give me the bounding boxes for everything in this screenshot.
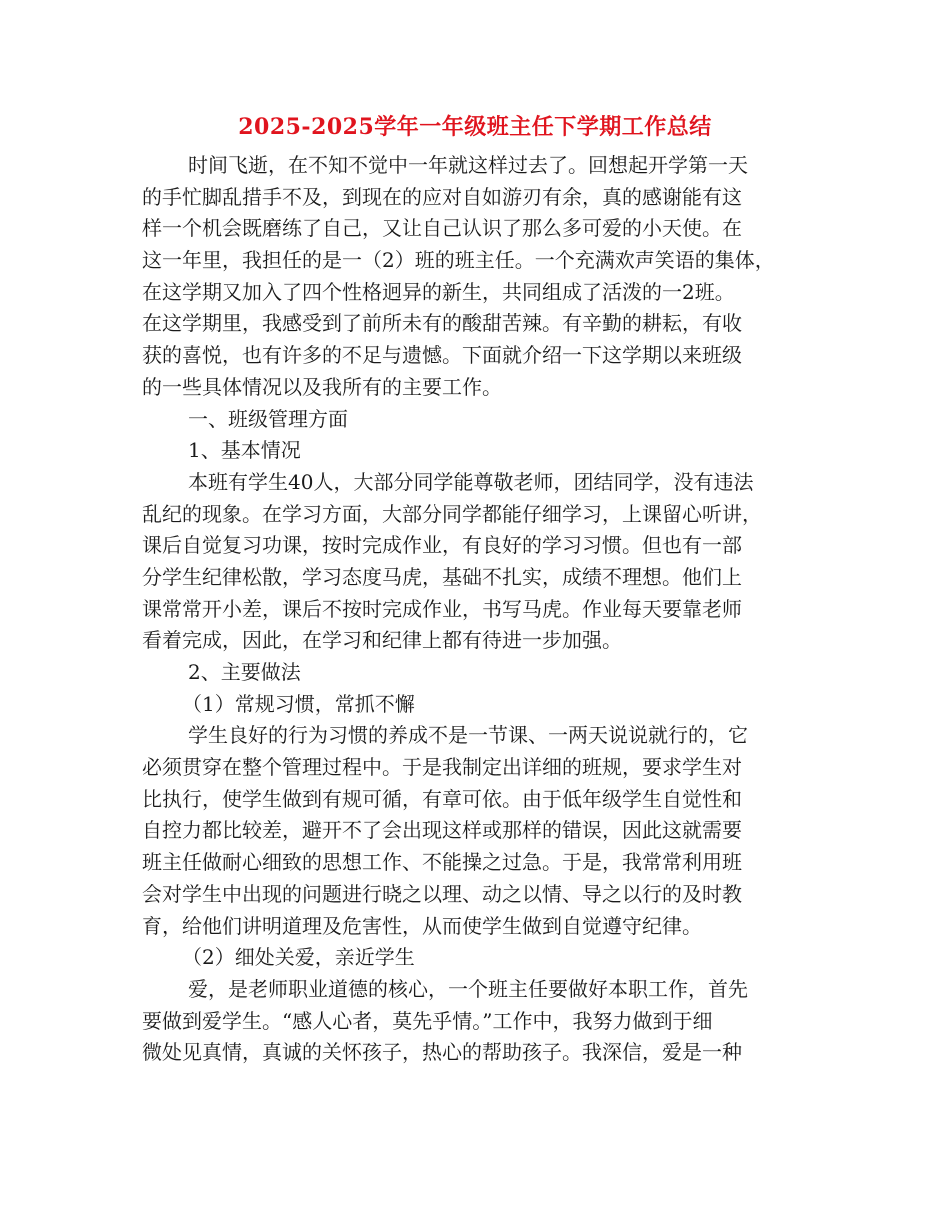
text-line: 微处见真情，真诚的关怀孩子，热心的帮助孩子。我深信，爱是一种 xyxy=(142,1040,742,1065)
text-line: 育，给他们讲明道理及危害性，从而使学生做到自觉遵守纪律。 xyxy=(142,913,702,938)
document-body xyxy=(142,150,802,1069)
text-line: 在这学期里，我感受到了前所未有的酸甜苦辣。有辛勤的耕耘，有收 xyxy=(142,311,742,336)
text-line: 的一些具体情况以及我所有的主要工作。 xyxy=(142,374,502,399)
text-line: 的手忙脚乱措手不及，到现在的应对自如游刃有余，真的感谢能有这 xyxy=(142,184,742,209)
text-line: 爱，是老师职业道德的核心，一个班主任要做好本职工作，首先 xyxy=(188,976,748,1001)
text-line: 课后自觉复习功课，按时完成作业，有良好的学习习惯。但也有一部 xyxy=(142,533,742,558)
text-line: 样一个机会既磨练了自己，又让自己认识了那么多可爱的小天使。在 xyxy=(142,216,742,241)
text-line: 1、基本情况 xyxy=(188,438,301,463)
text-line: （2）细处关爱，亲近学生 xyxy=(182,945,415,970)
text-line: 班主任做耐心细致的思想工作、不能操之过急。于是，我常常利用班 xyxy=(142,850,742,875)
text-line: 自控力都比较差，避开不了会出现这样或那样的错误，因此这就需要 xyxy=(142,818,742,843)
text-line: 课常常开小差，课后不按时完成作业，书写马虎。作业每天要靠老师 xyxy=(142,596,742,621)
text-line: 一、班级管理方面 xyxy=(188,406,348,431)
text-line: 要做到爱学生。“感人心者，莫先乎情。”工作中，我努力做到于细 xyxy=(142,1008,713,1033)
text-line: 2、主要做法 xyxy=(188,660,301,684)
text-line: 学生良好的行为习惯的养成不是一节课、一两天说说就行的，它 xyxy=(188,723,748,748)
text-line: 这一年里，我担任的是一（2）班的班主任。一个充满欢声笑语的集体， xyxy=(142,248,775,273)
document-title: 2025-2025学年一年级班主任下学期工作总结 xyxy=(238,114,712,140)
text-line: （1）常规习惯，常抓不懈 xyxy=(182,691,415,716)
text-line: 看着完成，因此，在学习和纪律上都有待进一步加强。 xyxy=(142,628,622,653)
text-line: 本班有学生40人，大部分同学能尊敬老师，团结同学，没有违法 xyxy=(188,469,754,494)
text-line: 比执行，使学生做到有规可循，有章可依。由于低年级学生自觉性和 xyxy=(142,786,742,811)
text-line: 分学生纪律松散，学习态度马虎，基础不扎实，成绩不理想。他们上 xyxy=(142,564,742,589)
text-line: 在这学期又加入了四个性格迥异的新生，共同组成了活泼的一2班。 xyxy=(142,279,735,304)
text-line: 获的喜悦，也有许多的不足与遗憾。下面就介绍一下这学期以来班级 xyxy=(142,343,742,368)
text-line: 乱纪的现象。在学习方面，大部分同学都能仔细学习，上课留心听讲， xyxy=(142,501,762,526)
text-line: 必须贯穿在整个管理过程中。于是我制定出详细的班规，要求学生对 xyxy=(142,755,742,780)
text-line: 时间飞逝，在不知不觉中一年就这样过去了。回想起开学第一天 xyxy=(188,153,748,177)
text-line: 会对学生中出现的问题进行晓之以理、动之以情、导之以行的及时教 xyxy=(142,881,742,906)
